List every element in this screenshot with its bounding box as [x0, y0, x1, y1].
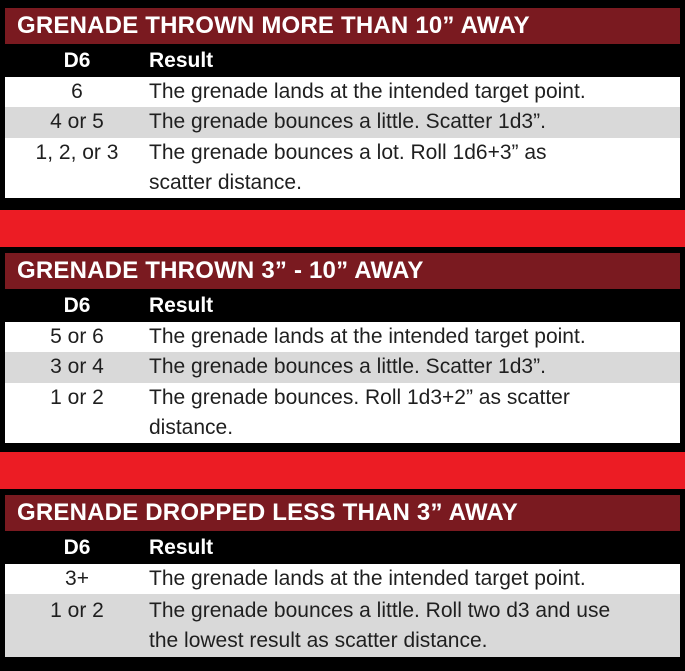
- red-divider-bar: [0, 452, 685, 489]
- die-value: 1 or 2: [50, 599, 104, 622]
- table-row: [5, 352, 680, 383]
- die-value: 3 or 4: [50, 355, 104, 378]
- result-text: The grenade bounces a little. Scatter 1d3”.: [149, 110, 546, 133]
- table-title: GRENADE DROPPED LESS THAN 3” AWAY: [5, 495, 680, 531]
- table-grenade-thrown-far: [5, 8, 680, 198]
- result-text: The grenade bounces. Roll 1d3+2” as scatter distance.: [149, 386, 570, 439]
- result-text: The grenade bounces a little. Scatter 1d3”.: [149, 355, 546, 378]
- column-header-row: [5, 44, 680, 77]
- divider-gap: [0, 443, 685, 452]
- die-value: 4 or 5: [50, 110, 104, 133]
- die-value: 1, 2, or 3: [35, 141, 119, 164]
- table-title: GRENADE THROWN 3” - 10” AWAY: [5, 253, 680, 289]
- table-row: [5, 383, 680, 443]
- result-column-header: Result: [149, 48, 214, 72]
- die-column-header: D6: [63, 293, 91, 317]
- result-text: The grenade bounces a lot. Roll 1d6+3” as scatter distance.: [149, 141, 547, 194]
- result-text: The grenade lands at the intended target point.: [149, 567, 586, 590]
- column-header-row: [5, 531, 680, 564]
- die-column-header: D6: [63, 48, 91, 72]
- table-grenade-dropped-close: [5, 495, 680, 657]
- column-header-row: [5, 289, 680, 322]
- result-text: The grenade bounces a little. Roll two d3 and use the lowest result as scatter distance.: [149, 599, 611, 652]
- table-row: [5, 594, 680, 657]
- table-row: [5, 77, 680, 107]
- table-row: [5, 107, 680, 138]
- table-row: [5, 322, 680, 352]
- result-text: The grenade lands at the intended target point.: [149, 325, 586, 348]
- result-column-header: Result: [149, 293, 214, 317]
- table-row: [5, 564, 680, 594]
- die-value: 6: [71, 80, 83, 103]
- table-title: GRENADE THROWN MORE THAN 10” AWAY: [5, 8, 680, 44]
- die-column-header: D6: [63, 535, 91, 559]
- result-text: The grenade lands at the intended target point.: [149, 80, 586, 103]
- die-value: 5 or 6: [50, 325, 104, 348]
- result-column-header: Result: [149, 535, 214, 559]
- divider-gap: [0, 198, 685, 210]
- die-value: 3+: [65, 567, 89, 590]
- table-row: [5, 138, 680, 198]
- table-grenade-thrown-mid: [5, 253, 680, 443]
- die-value: 1 or 2: [50, 386, 104, 409]
- red-divider-bar: [0, 210, 685, 247]
